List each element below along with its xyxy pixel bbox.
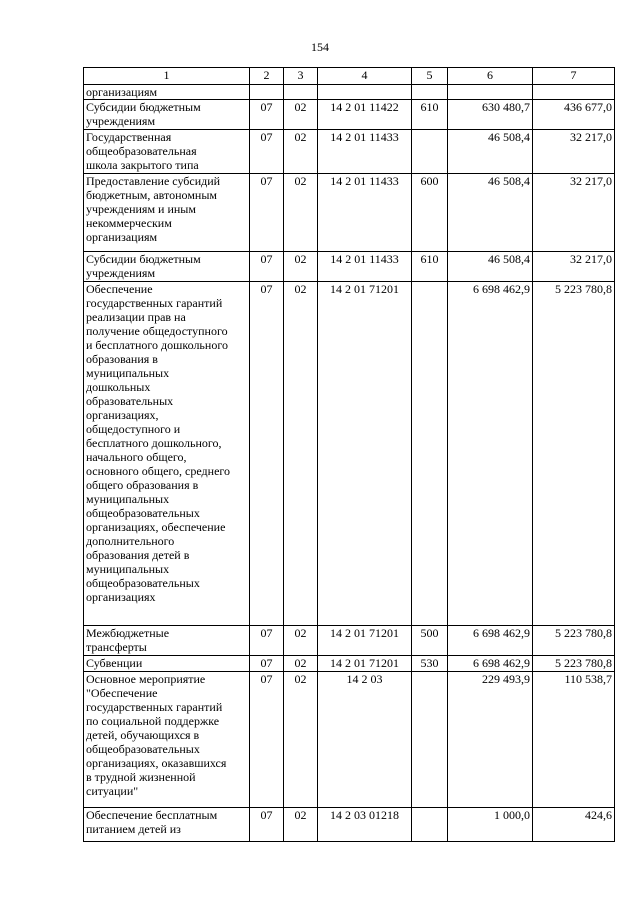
table-row	[84, 626, 615, 656]
cell-name: Субвенции	[84, 656, 250, 672]
cell-section: 07	[250, 672, 284, 808]
cell-amount-2: 5 223 780,8	[533, 626, 615, 656]
cell-target-article: 14 2 01 71201	[318, 282, 412, 626]
cell-section: 07	[250, 252, 284, 282]
cell-amount-1: 46 508,4	[448, 252, 533, 282]
cell-subsection: 02	[284, 656, 318, 672]
cell-name: Предоставление субсидий бюджетным, автономным учреждениям и иным некоммерческим организациям	[84, 174, 250, 252]
cell-name: Субсидии бюджетным учреждениям	[84, 100, 250, 130]
table-row	[84, 85, 615, 100]
cell-name: Обеспечение государственных гарантий реализации прав на получение общедоступного и бесплатного дошкольного образования в муниципальных дошкольных образовательных организациях, общедоступного и бесплатного дошкольного, начального общего, основного общего, среднего общего образования в муниципальных общеобразовательных организациях, обеспечение дополнительного образования детей в муниципальных общеобразовательных организациях	[84, 282, 250, 626]
cell-amount-2: 436 677,0	[533, 100, 615, 130]
table-row	[84, 252, 615, 282]
column-header-amount-2: 7	[533, 68, 615, 85]
cell-section: 07	[250, 174, 284, 252]
cell-expense-type	[412, 808, 448, 842]
cell-subsection: 02	[284, 100, 318, 130]
cell-section	[250, 85, 284, 100]
cell-target-article: 14 2 01 71201	[318, 626, 412, 656]
cell-amount-2: 5 223 780,8	[533, 282, 615, 626]
cell-expense-type: 600	[412, 174, 448, 252]
table-row	[84, 174, 615, 252]
cell-name: Государственная общеобразовательная школа закрытого типа	[84, 130, 250, 174]
cell-subsection	[284, 85, 318, 100]
cell-expense-type	[412, 130, 448, 174]
cell-subsection: 02	[284, 672, 318, 808]
column-header-section: 2	[250, 68, 284, 85]
cell-amount-1: 6 698 462,9	[448, 626, 533, 656]
cell-expense-type: 610	[412, 100, 448, 130]
cell-target-article: 14 2 03 01218	[318, 808, 412, 842]
cell-amount-2: 32 217,0	[533, 130, 615, 174]
cell-amount-1: 6 698 462,9	[448, 656, 533, 672]
cell-expense-type	[412, 85, 448, 100]
table-header-row	[84, 68, 615, 85]
cell-expense-type: 500	[412, 626, 448, 656]
cell-amount-2: 110 538,7	[533, 672, 615, 808]
cell-target-article	[318, 85, 412, 100]
cell-name: Основное мероприятие "Обеспечение государственных гарантий по социальной поддержке детей, обучающихся в общеобразовательных организациях, оказавшихся в трудной жизненной ситуации"	[84, 672, 250, 808]
cell-name: Межбюджетные трансферты	[84, 626, 250, 656]
column-header-target-article: 4	[318, 68, 412, 85]
column-header-subsection: 3	[284, 68, 318, 85]
cell-name: организациям	[84, 85, 250, 100]
cell-expense-type	[412, 672, 448, 808]
cell-section: 07	[250, 130, 284, 174]
cell-section: 07	[250, 656, 284, 672]
cell-target-article: 14 2 01 11422	[318, 100, 412, 130]
cell-amount-1: 630 480,7	[448, 100, 533, 130]
cell-subsection: 02	[284, 282, 318, 626]
budget-table	[83, 67, 615, 842]
cell-expense-type: 610	[412, 252, 448, 282]
cell-name: Субсидии бюджетным учреждениям	[84, 252, 250, 282]
cell-target-article: 14 2 01 71201	[318, 656, 412, 672]
cell-subsection: 02	[284, 252, 318, 282]
table-row	[84, 100, 615, 130]
column-header-amount-1: 6	[448, 68, 533, 85]
cell-subsection: 02	[284, 130, 318, 174]
cell-amount-1: 46 508,4	[448, 174, 533, 252]
cell-expense-type	[412, 282, 448, 626]
table-row	[84, 282, 615, 626]
cell-amount-2: 32 217,0	[533, 252, 615, 282]
table-row	[84, 130, 615, 174]
cell-amount-2	[533, 85, 615, 100]
column-header-name: 1	[84, 68, 250, 85]
cell-amount-2: 424,6	[533, 808, 615, 842]
cell-target-article: 14 2 03	[318, 672, 412, 808]
cell-section: 07	[250, 808, 284, 842]
cell-subsection: 02	[284, 808, 318, 842]
table-row	[84, 672, 615, 808]
column-header-expense-type: 5	[412, 68, 448, 85]
table-body	[84, 85, 615, 842]
cell-section: 07	[250, 282, 284, 626]
cell-target-article: 14 2 01 11433	[318, 252, 412, 282]
cell-amount-1: 229 493,9	[448, 672, 533, 808]
cell-target-article: 14 2 01 11433	[318, 174, 412, 252]
cell-section: 07	[250, 626, 284, 656]
page-number: 154	[311, 40, 329, 54]
cell-subsection: 02	[284, 174, 318, 252]
cell-amount-1: 1 000,0	[448, 808, 533, 842]
cell-amount-2: 5 223 780,8	[533, 656, 615, 672]
cell-amount-1: 46 508,4	[448, 130, 533, 174]
table-row	[84, 656, 615, 672]
table-row	[84, 808, 615, 842]
cell-target-article: 14 2 01 11433	[318, 130, 412, 174]
cell-name: Обеспечение бесплатным питанием детей из	[84, 808, 250, 842]
cell-expense-type: 530	[412, 656, 448, 672]
cell-amount-1	[448, 85, 533, 100]
cell-amount-1: 6 698 462,9	[448, 282, 533, 626]
cell-section: 07	[250, 100, 284, 130]
cell-amount-2: 32 217,0	[533, 174, 615, 252]
cell-subsection: 02	[284, 626, 318, 656]
